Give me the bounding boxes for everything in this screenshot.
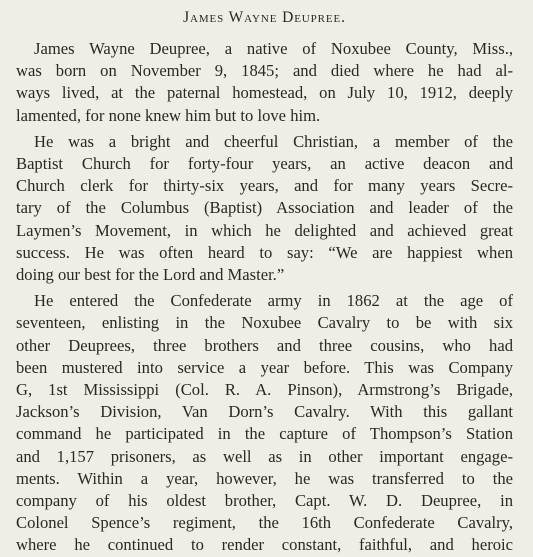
- text-line: success. He was often heard to say: “We are happiest when: [16, 242, 513, 262]
- text-line: ments. Within a year, however, he was transferred to the: [16, 468, 513, 488]
- page-heading: James Wayne Deupree.: [183, 9, 346, 26]
- text-line: He was a bright and cheerful Christian, a member of the: [34, 131, 513, 151]
- paragraph-2: [16, 131, 513, 286]
- text-line: where he continued to render constant, faithful, and heroic: [16, 535, 513, 555]
- text-line: G, 1st Mississippi (Col. R. A. Pinson), Armstrong’s Brigade,: [16, 380, 513, 400]
- paragraph-3: [16, 290, 513, 556]
- text-line: and 1,157 prisoners, as well as in other important engage-: [16, 446, 513, 466]
- text-line: Baptist Church for forty-four years, an active deacon and: [16, 154, 513, 174]
- text-line: company of his oldest brother, Capt. W. D. Deupree, in: [16, 491, 513, 511]
- text-line: was born on November 9, 1845; and died where he had al-: [16, 61, 513, 81]
- text-line: Colonel Spence’s regiment, the 16th Confederate Cavalry,: [16, 513, 513, 533]
- text-line: Laymen’s Movement, in which he delighted and achieved great: [16, 220, 513, 240]
- text-line: James Wayne Deupree, a native of Noxubee County, Miss.,: [34, 39, 513, 58]
- text-line: other Deuprees, three brothers and three cousins, who had: [16, 335, 513, 355]
- paragraph-1: [16, 38, 513, 127]
- text-line: doing our best for the Lord and Master.”: [16, 265, 285, 285]
- text-line: command he participated in the capture of Thompson’s Station: [16, 424, 513, 444]
- text-line: Jackson’s Division, Van Dorn’s Cavalry. With this gallant: [16, 402, 513, 422]
- text-line: been mustered into service a year before. This was Company: [16, 357, 513, 377]
- text-line: ways lived, at the paternal homestead, on July 10, 1912, deeply: [16, 83, 513, 103]
- text-line: Church clerk for thirty-six years, and for many years Secre-: [16, 176, 513, 196]
- text-line: seventeen, enlisting in the Noxubee Cavalry to be with six: [16, 313, 513, 333]
- text-line: lamented, for none knew him but to love him.: [16, 105, 321, 125]
- text-line: He entered the Confederate army in 1862 at the age of: [34, 291, 513, 311]
- text-line: tary of the Columbus (Baptist) Association and leader of the: [16, 198, 513, 218]
